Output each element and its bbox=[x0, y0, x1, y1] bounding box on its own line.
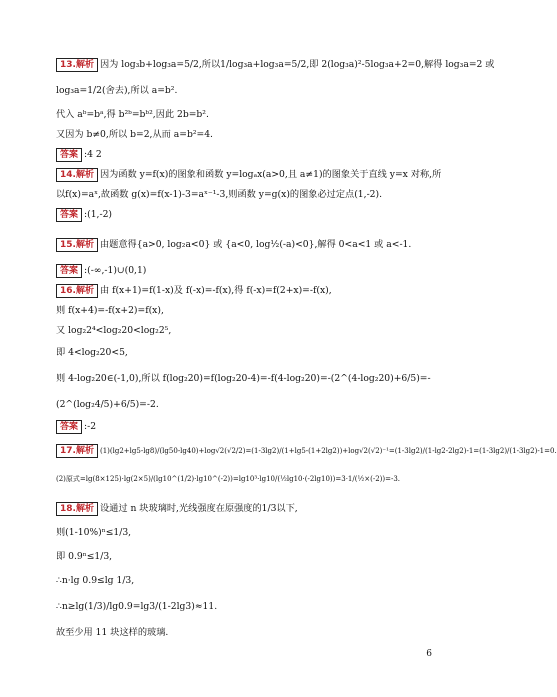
q14-label: 14.解析 bbox=[56, 168, 98, 182]
q16-line-3: 又 log₂2⁴<log₂20<log₂2⁵, bbox=[56, 325, 172, 336]
q13-line-4: 又因为 b≠0,所以 b=2,从而 a=b²=4. bbox=[56, 129, 213, 140]
q16-answer: 答案 :-2 bbox=[56, 420, 450, 434]
q18-line-1: 18.解析 设通过 n 块玻璃时,光线强度在原强度的1/3以下, bbox=[56, 502, 450, 516]
q16-line-4: 即 4<log₂20<5, bbox=[56, 347, 128, 358]
q16-line-1: 16.解析 由 f(x+1)=f(1-x)及 f(-x)=-f(x),得 f(-x)=f(2+x)=-f(x), bbox=[56, 284, 450, 298]
q16-line-5: 则 4-log₂20∈(-1,0),所以 f(log₂20)=f(log₂20-4)=-f(4-log₂20)=-(2^(4-log₂20)+6/5)=- bbox=[56, 373, 431, 384]
q13-line-1: 13.解析 因为 log₃b+log₃a=5/2,所以1/log₃a+log₃a=5/2,即 2(log₃a)²-5log₃a+2=0,解得 log₃a=2 或 bbox=[56, 58, 450, 72]
q14-line-2: 以f(x)=aˣ,故函数 g(x)=f(x-1)-3=aˣ⁻¹-3,则函数 y=g(x)的图象必过定点(1,-2). bbox=[56, 189, 383, 200]
q18-line-2: 则(1-10%)ⁿ≤1/3, bbox=[56, 527, 132, 538]
q18-line-3: 即 0.9ⁿ≤1/3, bbox=[56, 551, 113, 562]
q13-line-2: log₃a=1/2(舍去),所以 a=b². bbox=[56, 85, 178, 96]
q13-line-3: 代入 aᵇ=bᵃ,得 b²ᵇ=bᵇ²,因此 2b=b². bbox=[56, 109, 209, 120]
q16-line-2: 则 f(x+4)=-f(x+2)=f(x), bbox=[56, 305, 164, 316]
page-number: 6 bbox=[426, 649, 432, 659]
q13-label: 13.解析 bbox=[56, 58, 98, 72]
q16-line-6: (2^(log₂4/5)+6/5)=-2. bbox=[56, 399, 159, 410]
q18-line-5: ∴n≥lg(1/3)/lg0.9=lg3/(1-2lg3)≈11. bbox=[56, 601, 218, 612]
q14-answer-label: 答案 bbox=[56, 208, 82, 222]
q14-answer: 答案 :(1,-2) bbox=[56, 208, 450, 222]
q15-line-1: 15.解析 由题意得{a>0, log₂a<0} 或 {a<0, log½(-a)<0},解得 0<a<1 或 a<-1. bbox=[56, 238, 450, 252]
q15-answer: 答案 :(-∞,-1)∪(0,1) bbox=[56, 264, 450, 278]
q18-line-6: 故至少用 11 块这样的玻璃. bbox=[56, 627, 169, 638]
q18-line-4: ∴n·lg 0.9≤lg 1/3, bbox=[56, 575, 135, 586]
q15-label: 15.解析 bbox=[56, 238, 98, 252]
q16-label: 16.解析 bbox=[56, 284, 98, 298]
q14-line-1: 14.解析 因为函数 y=f(x)的图象和函数 y=logₐx(a>0,且 a≠1)的图象关于直线 y=x 对称,所 bbox=[56, 168, 450, 182]
q13-answer: 答案 :4 2 bbox=[56, 148, 450, 162]
q18-label: 18.解析 bbox=[56, 502, 98, 516]
q13-answer-label: 答案 bbox=[56, 148, 82, 162]
q16-answer-label: 答案 bbox=[56, 420, 82, 434]
q17-line-2: (2)原式=lg(8×125)·lg(2×5)/(lg10^(1/2)·lg10^(-2))=lg10³·lg10/(½lg10·(-2lg10))=3·1/(½×(-2))=-3. bbox=[56, 475, 401, 483]
q17-label: 17.解析 bbox=[56, 444, 98, 458]
q15-answer-label: 答案 bbox=[56, 264, 82, 278]
q17-line-1: 17.解析 (1)(lg2+lg5-lg8)/(lg50-lg40)+log√2(√2/2)=(1-3lg2)/(1+lg5-(1+2lg2))+log√2(√2)⁻¹=(1-3lg2)/(1-lg2-2lg2)-1=(1-3lg2)/(1-3lg2)-1=0. bbox=[56, 444, 450, 458]
